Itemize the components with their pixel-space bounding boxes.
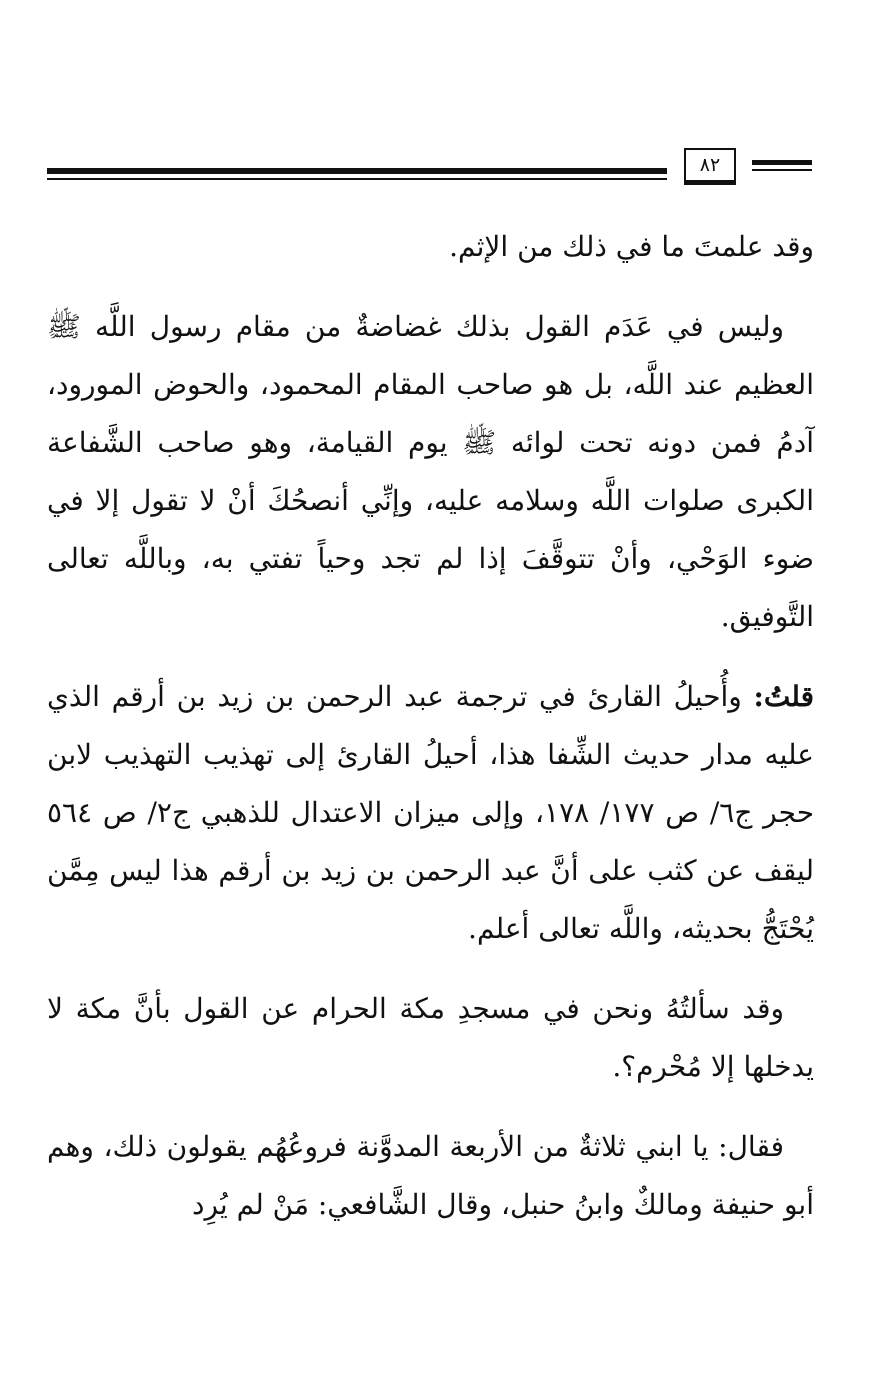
paragraph: وليس في عَدَم القول بذلك غضاضةٌ من مقام رسول اللَّه ﷺ العظيم عند اللَّه، بل هو صاحب المقام المحمود، والحوض المورود، آدمُ فمن دونه تحت لوائه ﷺ يوم القيامة، وهو صاحب الشَّفاعة الكبرى صلوات اللَّه وسلامه عليه، وإنِّي أنصحُكَ أنْ لا تقول إلا في ضوء الوَحْي، وأنْ تتوقَّفَ إذا لم تجد وحياً تفتي به، وباللَّه تعالى التَّوفيق. — [47, 310, 814, 633]
header-rule-thick — [47, 168, 667, 174]
paragraph: وقد علمتَ ما في ذلك من الإثم. — [449, 230, 814, 263]
paragraph-lead: قلتُ: — [753, 680, 814, 713]
header-rule-short-thick — [752, 160, 812, 165]
paragraph: وقد سألتُهُ ونحن في مسجدِ مكة الحرام عن القول بأنَّ مكة لا يدخلها إلا مُحْرم؟. — [47, 992, 814, 1083]
page-header — [0, 148, 885, 188]
paragraph: فقال: يا ابني ثلاثةٌ من الأربعة المدوَّنة فروعُهُم يقولون ذلك، وهم أبو حنيفة ومالكٌ وابنُ حنبل، وقال الشَّافعي: مَنْ لم يُرِد — [47, 1130, 814, 1221]
header-rule-thin — [47, 178, 667, 180]
paragraph-text: وأُحيلُ القارئ في ترجمة عبد الرحمن بن زيد بن أرقم الذي عليه مدار حديث الشِّفا هذا، أحيلُ القارئ إلى تهذيب التهذيب لابن حجر ج٦/ ص ١٧٧/ ١٧٨، وإلى ميزان الاعتدال للذهبي ج٢/ ص ٥٦٤ ليقف عن كثب على أنَّ عبد الرحمن بن زيد بن أرقم هذا ليس مِمَّن يُحْتَجُّ بحديثه، واللَّه تعالى أعلم. — [47, 680, 815, 945]
page-body — [47, 218, 814, 1256]
header-rule-short-thin — [752, 169, 812, 171]
paragraph — [47, 668, 814, 958]
page-number: ٨٢ — [684, 148, 736, 182]
